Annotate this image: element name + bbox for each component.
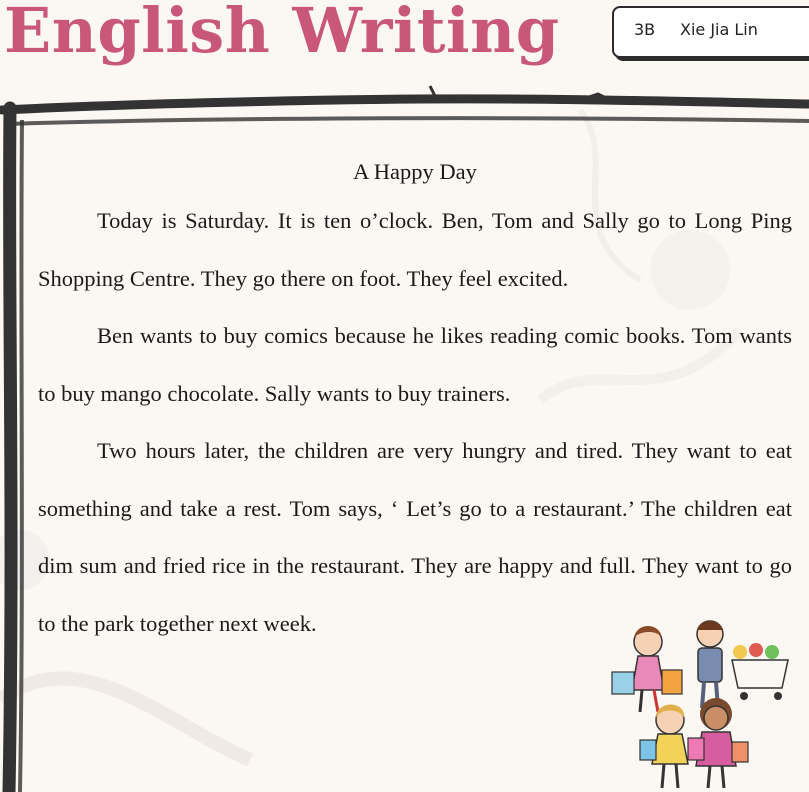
essay-paragraph-3: Two hours later, the children are very hungry and tired. They want to eat something and take a rest. Tom says, ‘ Let’s go to a restaurant.’ The children eat dim sum and fried rice in the restaurant. They are happy and full. They want to go to the park together next week. bbox=[38, 438, 792, 636]
name-tag bbox=[612, 6, 809, 58]
essay-paragraph-1: Today is Saturday. It is ten o’clock. Ben, Tom and Sally go to Long Ping Shopping Centre. They go there on foot. They feel excited. bbox=[38, 208, 792, 291]
essay-paragraph-2: Ben wants to buy comics because he likes reading comic books. Tom wants to buy mango chocolate. Sally wants to buy trainers. bbox=[38, 323, 792, 406]
essay-body bbox=[38, 152, 792, 652]
shopping-children-icon bbox=[600, 612, 800, 792]
class-label: 3B bbox=[634, 20, 656, 39]
page-title: English Writing bbox=[4, 0, 560, 67]
essay-title: A Happy Day bbox=[353, 159, 477, 184]
student-name: Xie Jia Lin bbox=[680, 20, 758, 39]
